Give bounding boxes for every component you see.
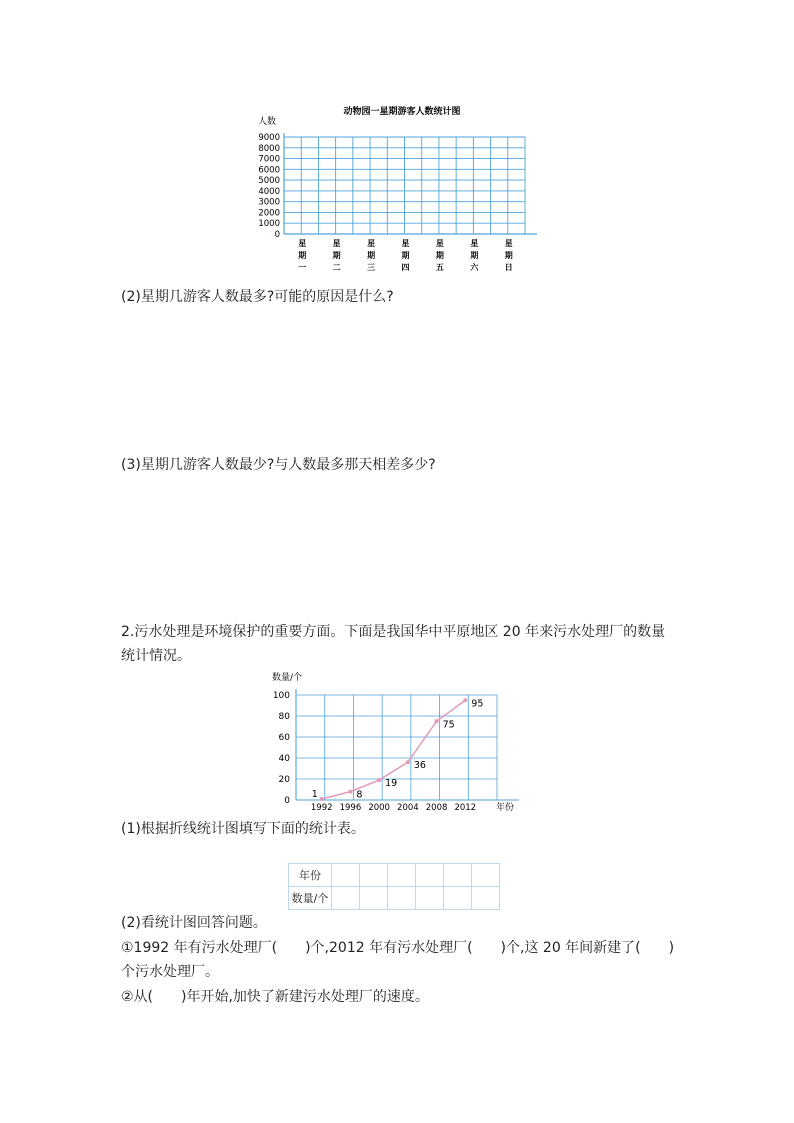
y-tick-label: 2000 (258, 208, 280, 219)
y-tick-label: 20 (278, 775, 290, 785)
problem-2-1: (1)根据折线统计图填写下面的统计表。 (121, 821, 365, 837)
y-tick-label: 5000 (258, 176, 280, 187)
problem-2-2a: ①1992 年有污水处理厂( )个,2012 年有污水处理厂( )个,这 20 年间新建了( )个污水处理厂。 (121, 940, 675, 980)
data-point (320, 797, 324, 801)
x-tick-labels (311, 803, 476, 813)
y-tick-label: 80 (278, 712, 290, 722)
chart-title: 动物园一星期游客人数统计图 (343, 107, 461, 117)
x-category-label: 二 (332, 263, 341, 272)
chart-grid (296, 689, 519, 800)
x-category-label: 星 (332, 239, 341, 248)
y-tick-label: 4000 (258, 186, 280, 197)
data-label: 95 (471, 698, 484, 710)
data-labels (312, 698, 484, 800)
y-axis-label: 数量/个 (272, 673, 303, 683)
table-cell[interactable] (388, 887, 416, 910)
table-cell[interactable] (360, 887, 388, 910)
x-category-label: 五 (435, 263, 444, 272)
x-category-label: 期 (470, 251, 479, 260)
data-point (377, 778, 381, 782)
x-category-label: 期 (367, 251, 376, 260)
y-tick-label: 6000 (258, 165, 280, 176)
y-axis-label: 人数 (258, 117, 277, 127)
table-row (289, 887, 500, 910)
data-point (406, 760, 410, 764)
table-cell[interactable] (444, 887, 472, 910)
x-category-label: 星 (298, 239, 307, 248)
data-label: 75 (442, 719, 455, 731)
data-label: 19 (385, 778, 398, 790)
table-cell[interactable] (332, 864, 360, 887)
data-point (463, 698, 467, 702)
data-label: 1 (311, 788, 318, 800)
x-category-label: 星 (367, 239, 376, 248)
x-tick-label: 2008 (425, 803, 448, 813)
y-tick-label: 0 (274, 230, 280, 240)
table-cell[interactable] (332, 887, 360, 910)
x-category-label: 星 (435, 239, 444, 248)
x-tick-label: 2012 (454, 803, 477, 813)
table-row (289, 864, 500, 887)
x-category-label: 星 (401, 239, 410, 248)
y-tick-label: 60 (278, 733, 290, 743)
x-tick-label: 1996 (339, 803, 362, 813)
data-point (348, 790, 352, 794)
table-cell[interactable] (416, 864, 444, 887)
data-label: 8 (356, 789, 363, 801)
x-category-label: 四 (401, 263, 410, 272)
table-cell[interactable] (444, 864, 472, 887)
question-1-3: (3)星期几游客人数最少?与人数最多那天相差多少? (121, 457, 436, 473)
statistics-table (288, 863, 500, 910)
data-point (435, 719, 439, 723)
table-cell[interactable] (472, 864, 500, 887)
x-category-label: 日 (504, 263, 513, 272)
x-tick-label: 2004 (397, 803, 419, 813)
y-tick-label: 1000 (258, 219, 280, 230)
sewage-plant-line-chart (262, 668, 532, 818)
table-cell[interactable] (388, 864, 416, 887)
y-tick-labels (258, 133, 280, 240)
table-header-year: 年份 (289, 864, 332, 887)
y-tick-labels (273, 691, 290, 806)
x-category-label: 星 (504, 239, 513, 248)
y-tick-label: 100 (272, 691, 290, 701)
data-label: 36 (413, 760, 426, 772)
x-category-label: 六 (470, 263, 479, 272)
problem-2-2b: ②从( )年开始,加快了新建污水处理厂的速度。 (121, 989, 429, 1005)
y-tick-label: 7000 (258, 154, 280, 165)
x-axis-label: 年份 (496, 803, 515, 813)
problem-2-intro: 2.污水处理是环境保护的重要方面。下面是我国华中平原地区 20 年来污水处理厂的数量统计情况。 (121, 624, 666, 664)
table-cell[interactable] (416, 887, 444, 910)
x-category-label: 期 (435, 251, 444, 260)
zoo-visitors-chart (250, 98, 550, 280)
x-category-label: 三 (367, 263, 376, 272)
x-category-label: 期 (332, 251, 341, 260)
x-category-label: 一 (298, 263, 307, 272)
y-tick-label: 8000 (258, 143, 280, 154)
x-tick-label: 1992 (310, 803, 333, 813)
x-category-label: 星 (470, 239, 479, 248)
x-category-label: 期 (504, 251, 513, 260)
x-category-label: 期 (401, 251, 410, 260)
chart-grid (284, 133, 537, 234)
table-header-count: 数量/个 (289, 887, 332, 910)
x-category-label: 期 (298, 251, 307, 260)
problem-2-2: (2)看统计图回答问题。 (121, 915, 267, 931)
table-cell[interactable] (472, 887, 500, 910)
x-category-labels (298, 238, 513, 272)
x-tick-label: 2000 (368, 803, 390, 813)
y-tick-label: 40 (278, 754, 290, 764)
table-cell[interactable] (360, 864, 388, 887)
y-tick-label: 3000 (258, 197, 280, 208)
question-1-2: (2)星期几游客人数最多?可能的原因是什么? (121, 289, 394, 305)
y-tick-label: 0 (284, 796, 290, 806)
y-tick-label: 9000 (258, 133, 280, 143)
